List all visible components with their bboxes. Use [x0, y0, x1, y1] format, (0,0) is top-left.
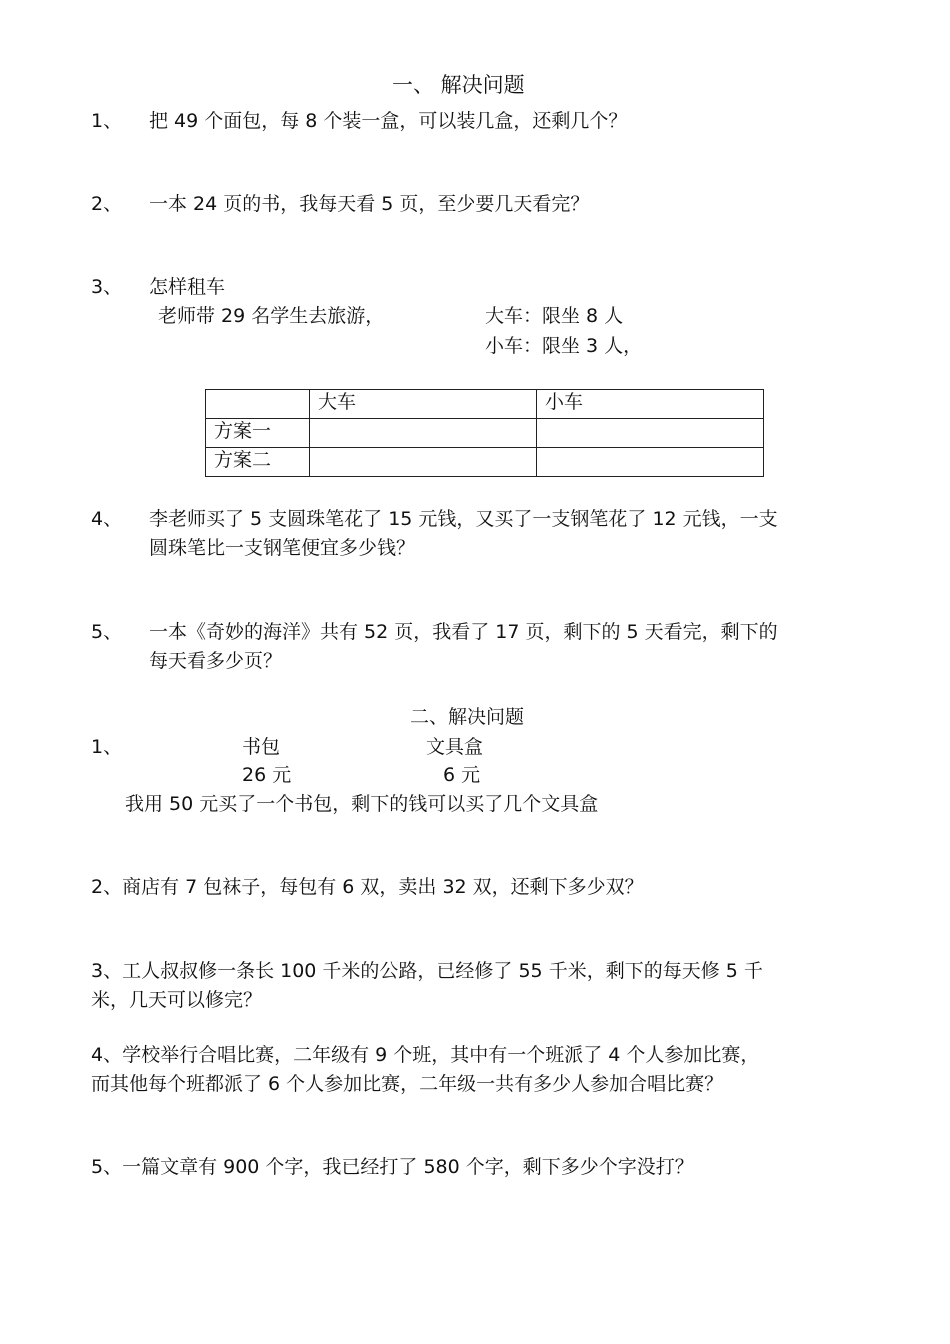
question-text: 圆珠笔比一支钢笔便宜多少钱？: [149, 537, 416, 559]
question-text: 把 49 个面包，每 8 个装一盒，可以装几盒，还剩几个？: [149, 110, 628, 132]
rental-intro: 老师带 29 名学生去旅游，: [158, 305, 385, 327]
question-number: 1、: [91, 110, 123, 132]
question-text: 而其他每个班都派了 6 个人参加比赛，二年级一共有多少人参加合唱比赛？: [91, 1073, 724, 1095]
table-row: [206, 419, 764, 448]
answer-cell[interactable]: [310, 448, 537, 477]
table-header-row: [206, 390, 764, 419]
question-text: 一本 24 页的书，我每天看 5 页，至少要几天看完？: [149, 193, 590, 215]
table-cell: [206, 390, 310, 419]
question-text: 4、学校举行合唱比赛，二年级有 9 个班，其中有一个班派了 4 个人参加比赛，: [91, 1044, 760, 1066]
answer-cell[interactable]: [537, 448, 764, 477]
item-name-pencil-case: 文具盒: [426, 736, 484, 758]
plan-label: 方案一: [206, 419, 310, 448]
item-price-pencil-case: 6 元: [443, 764, 481, 786]
section1-title: 一、 解决问题: [392, 73, 525, 97]
question-text: 3、工人叔叔修一条长 100 千米的公路，已经修了 55 千米，剩下的每天修 5 千: [91, 960, 763, 982]
small-car-limit: 小车：限坐 3 人，: [485, 335, 643, 357]
question-text: 我用 50 元买了一个书包，剩下的钱可以买了几个文具盒: [125, 793, 599, 815]
answer-cell[interactable]: [310, 419, 537, 448]
rental-plan-table: [205, 389, 764, 477]
question-number: 5、: [91, 621, 123, 643]
big-car-limit: 大车：限坐 8 人: [485, 305, 624, 327]
table-row: [206, 448, 764, 477]
question-text: 怎样租车: [149, 276, 226, 298]
question-number: 2、: [91, 193, 123, 215]
question-text: 5、一篇文章有 900 个字，我已经打了 580 个字，剩下多少个字没打？: [91, 1156, 694, 1178]
section2-title: 二、解决问题: [410, 706, 525, 728]
question-text: 2、商店有 7 包袜子，每包有 6 双，卖出 32 双，还剩下多少双？: [91, 876, 644, 898]
question-text: 李老师买了 5 支圆珠笔花了 15 元钱，又买了一支钢笔花了 12 元钱，一支: [149, 508, 778, 530]
question-text: 一本《奇妙的海洋》共有 52 页，我看了 17 页，剩下的 5 天看完，剩下的: [149, 621, 778, 643]
question-text: 米，几天可以修完？: [91, 989, 263, 1011]
question-number: 4、: [91, 508, 123, 530]
answer-cell[interactable]: [537, 419, 764, 448]
item-price-schoolbag: 26 元: [242, 764, 292, 786]
table-header-big-car: 大车: [310, 390, 537, 419]
item-name-schoolbag: 书包: [242, 736, 281, 758]
question-text: 每天看多少页？: [149, 650, 283, 672]
question-number: 3、: [91, 276, 123, 298]
question-number: 1、: [91, 736, 123, 758]
table-header-small-car: 小车: [537, 390, 764, 419]
plan-label: 方案二: [206, 448, 310, 477]
